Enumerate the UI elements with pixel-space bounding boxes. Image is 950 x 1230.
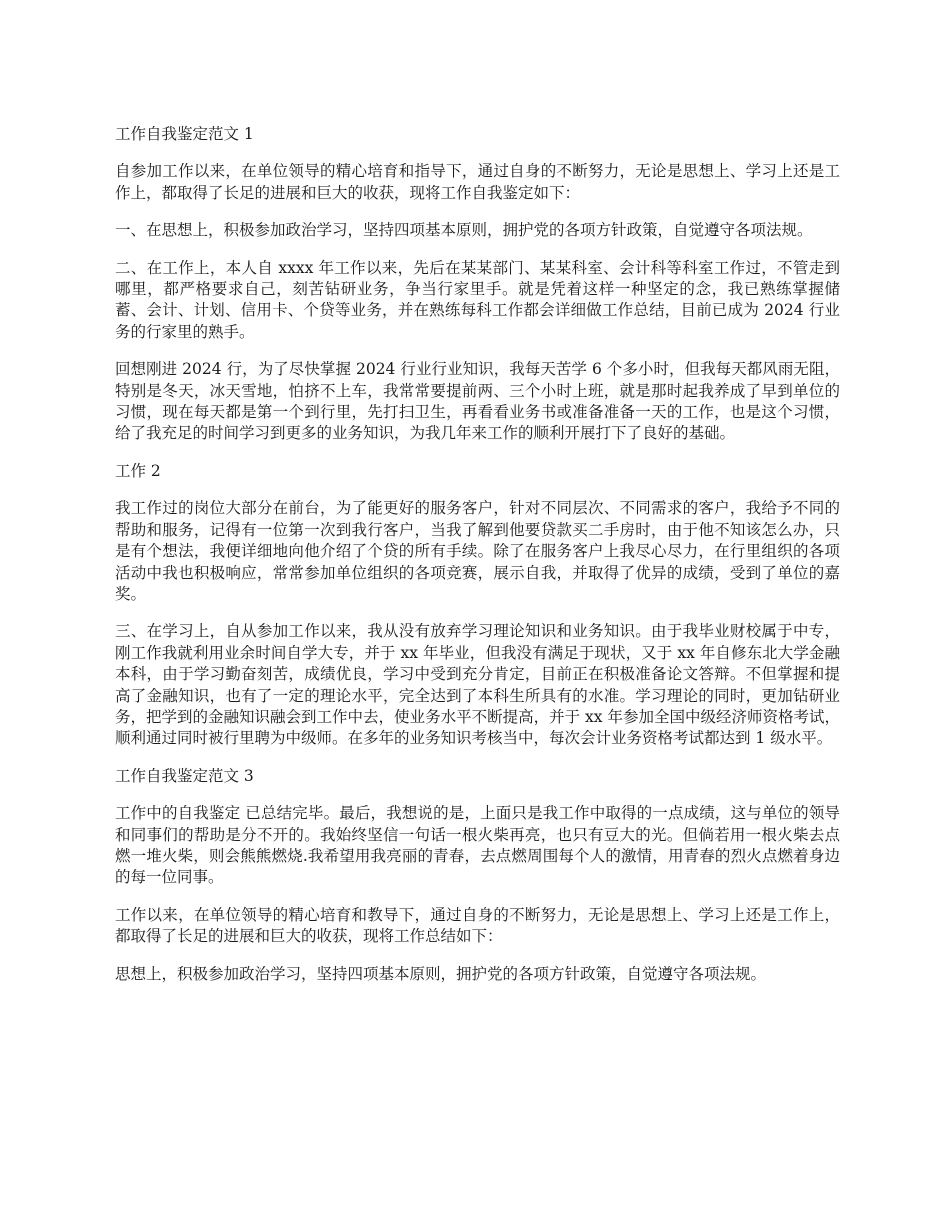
paragraph-thought-2: 思想上，积极参加政治学习，坚持四项基本原则，拥护党的各项方针政策，自觉遵守各项法规。 (115, 964, 767, 983)
paragraph-thought: 一、在思想上，积极参加政治学习，坚持四项基本原则，拥护党的各项方针政策，自觉遵守各项法规。 (115, 221, 813, 240)
section-heading-3: 工作自我鉴定范文 3 (115, 766, 254, 785)
paragraph-summary: 工作以来，在单位领导的精心培育和教导下，通过自身的不断努力，无论是思想上、学习上还是工作上，都取得了长足的进展和巨大的收获，现将工作总结如下： (115, 905, 840, 946)
section-heading-1: 工作自我鉴定范文 1 (115, 125, 254, 143)
paragraph-recall: 回想刚进 2024 行，为了尽快掌握 2024 行业行业知识，我每天苦学 6 个多小时，但我每天都风雨无阻，特别是冬天，冰天雪地，怕挤不上车，我常常要提前两、三个小时上班，就是那时起我养成了早到单位的习惯，现在每天都是第一个到行里，先打扫卫生，再看看业务书或准备准备一天的工作，也是这个习惯，给了我充足的时间学习到更多的业务知识，为我几年来工作的顺利开展打下了良好的基础。 (115, 360, 840, 443)
paragraph-work: 二、在工作上，本人自 xxxx 年工作以来，先后在某某部门、某某科室、会计科等科室工作过，不管走到哪里，都严格要求自己，刻苦钻研业务，争当行家里手。就是凭着这样一种坚定的念，我已熟练掌握储蓄、会计、计划、信用卡、个贷等业务，并在熟练每科工作都会详细做工作总结，目前已成为 2024 行业务的行家里的熟手。 (115, 258, 840, 341)
paragraph-intro: 自参加工作以来，在单位领导的精心培育和指导下，通过自身的不断努力，无论是思想上、学习上还是工作上，都取得了长足的进展和巨大的收获，现将工作自我鉴定如下： (115, 162, 840, 202)
document-page (115, 124, 840, 1001)
paragraph-service: 我工作过的岗位大部分在前台，为了能更好的服务客户，针对不同层次、不同需求的客户，我给予不同的帮助和服务，记得有一位第一次到我行客户，当我了解到他要贷款买二手房时，由于他不知该怎么办，只是有个想法，我便详细地向他介绍了个贷的所有手续。除了在服务客户上我尽心尽力，在行里组织的各项活动中我也积极响应，常常参加单位组织的各项竞赛，展示自我，并取得了优异的成绩，受到了单位的嘉奖。 (115, 499, 840, 603)
paragraph-conclusion: 工作中的自我鉴定 已总结完毕。最后，我想说的是，上面只是我工作中取得的一点成绩，这与单位的领导和同事们的帮助是分不开的。我始终坚信一句话一根火柴再亮，也只有豆大的光。但倘若用一根火柴去点燃一堆火柴，则会熊熊燃烧.我希望用我亮丽的青春，去点燃周围每个人的激情，用青春的烈火点燃着身边的每一位同事。 (115, 804, 840, 887)
paragraph-study: 三、在学习上，自从参加工作以来，我从没有放弃学习理论知识和业务知识。由于我毕业财校属于中专，刚工作我就利用业余时间自学大专，并于 xx 年毕业，但我没有满足于现状，又于 xx 年自修东北大学金融本科，由于学习勤奋刻苦，成绩优良，学习中受到充分肯定，目前正在积极准备论文答辩。不但掌握和提高了金融知识，也有了一定的理论水平，完全达到了本科生所具有的水准。学习理论的同时，更加钻研业务，把学到的金融知识融会到工作中去，使业务水平不断提高，并于 xx 年参加全国中级经济师资格考试，顺利通过同时被行里聘为中级师。在多年的业务知识考核当中，每次会计业务资格考试都达到 1 级水平。 (115, 622, 840, 748)
section-heading-2: 工作 2 (115, 461, 161, 480)
